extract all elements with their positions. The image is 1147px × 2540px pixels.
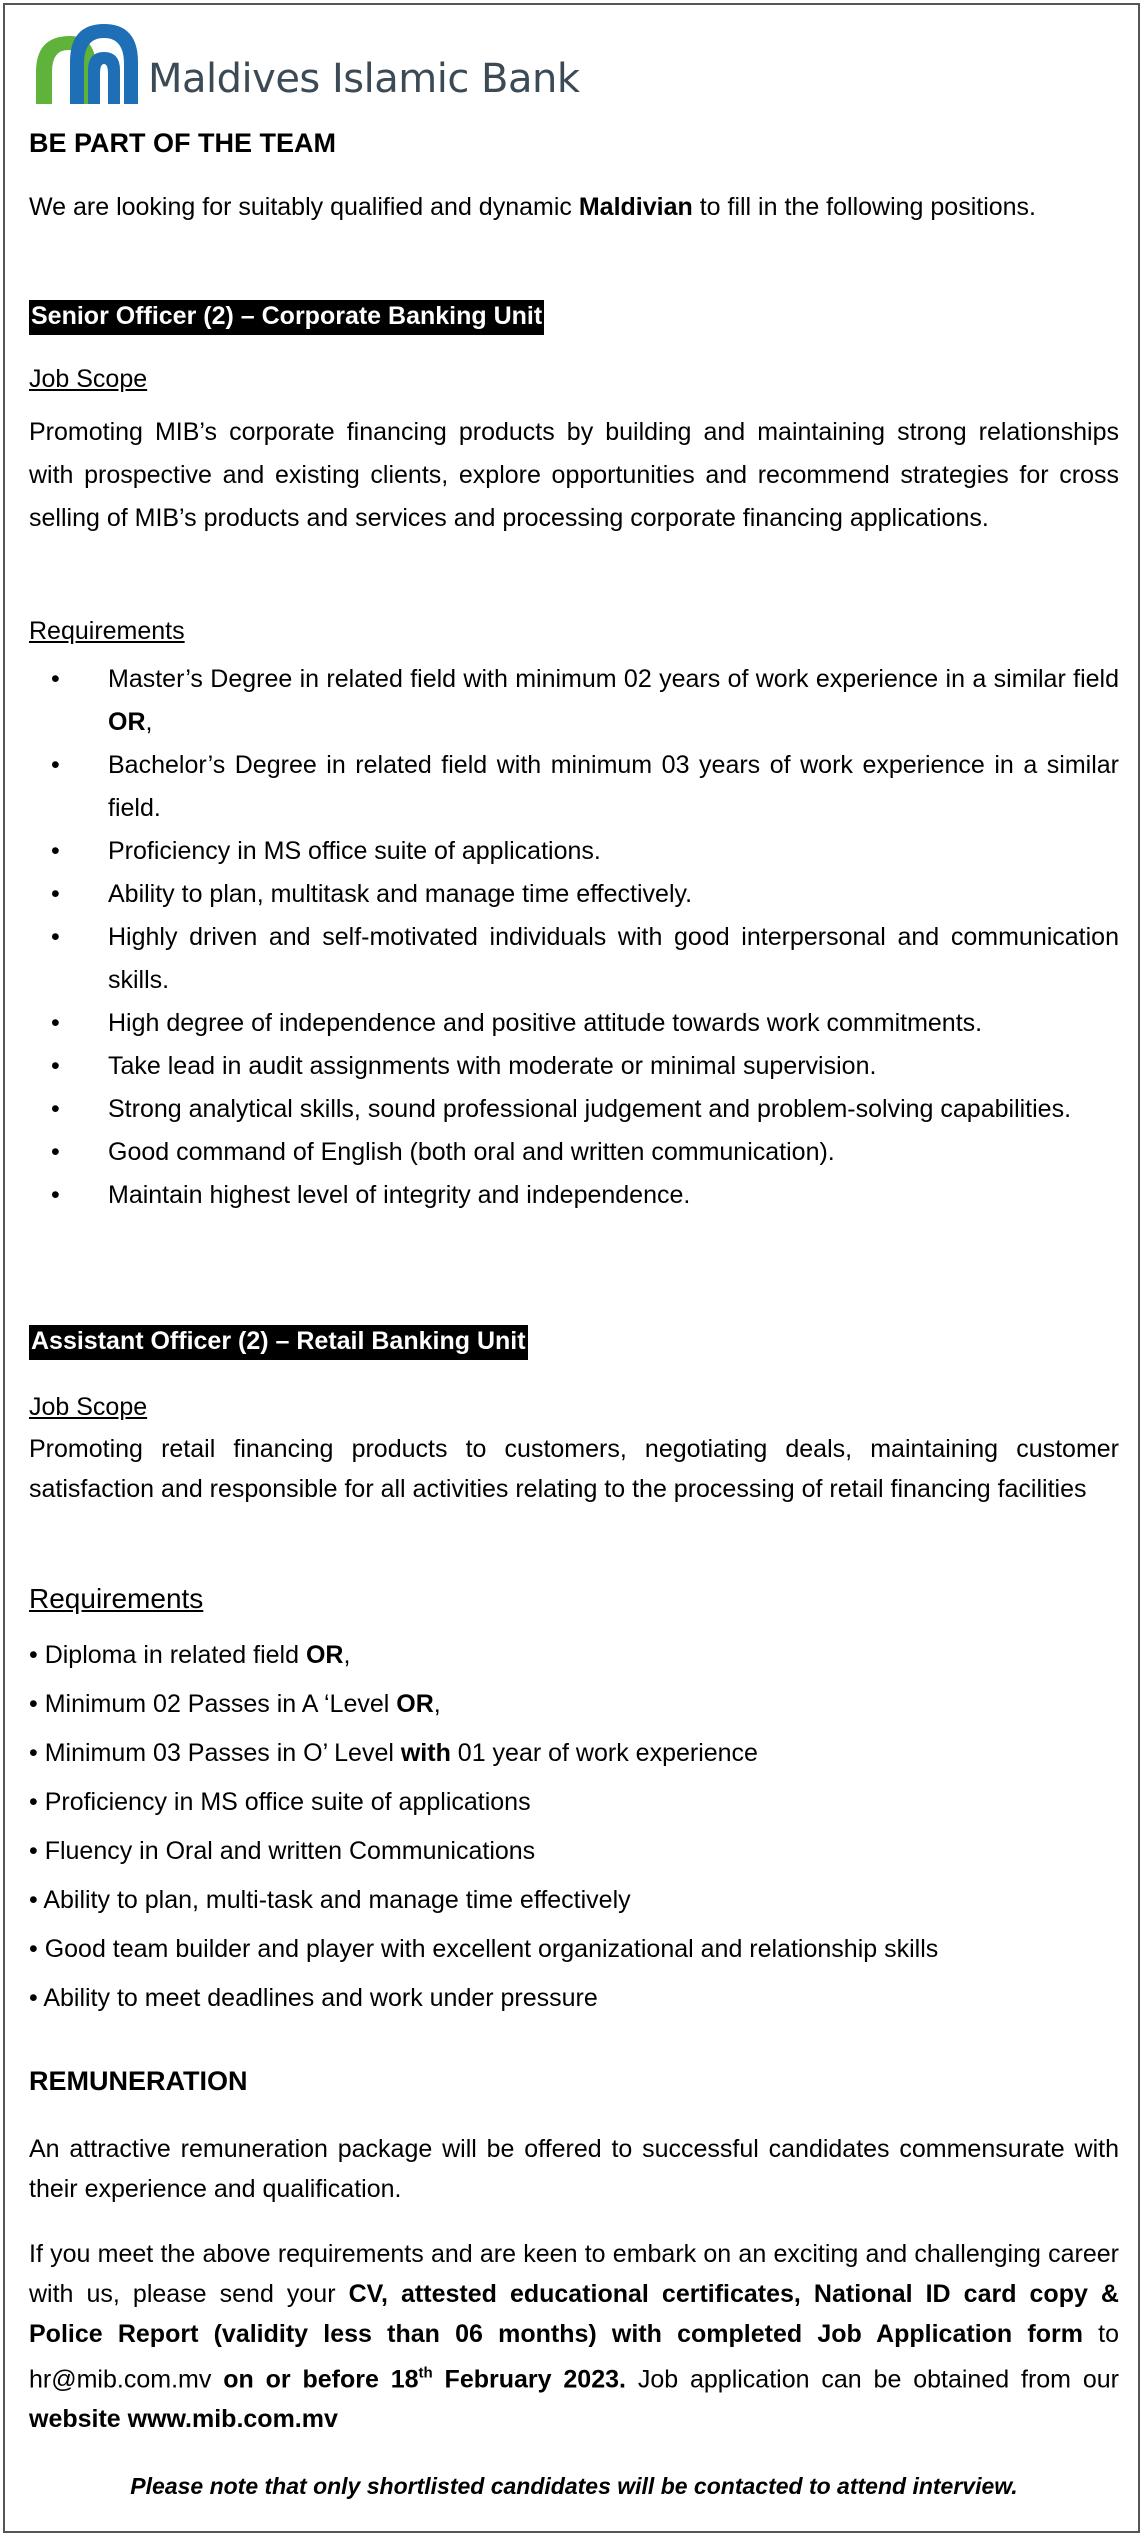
bullet-icon: •	[51, 880, 60, 908]
position2-title: Assistant Officer (2) – Retail Banking Unit	[29, 1325, 528, 1360]
list-item: • Good command of English (both oral and written communication).	[29, 1131, 1119, 1174]
list-item: • Good team builder and player with excellent organizational and relationship skills	[29, 1935, 939, 1963]
intro-bold: Maldivian	[578, 193, 693, 221]
list-item: • High degree of independence and positive attitude towards work commitments.	[29, 1002, 1119, 1045]
website-link: website www.mib.com.mv	[29, 2405, 338, 2434]
list-item: • Maintain highest level of integrity and independence.	[29, 1174, 1119, 1217]
intro-text: We are looking for suitably qualified and dynamic	[29, 193, 579, 221]
list-item: • Ability to plan, multi-task and manage time effectively	[29, 1886, 631, 1914]
bullet-icon: •	[51, 751, 60, 779]
bullet-icon: •	[51, 665, 60, 693]
position1-requirements-label: Requirements	[29, 617, 185, 645]
bullet-icon: •	[51, 1181, 60, 1209]
bullet-icon: •	[51, 1138, 60, 1166]
position1-scope-text: Promoting MIB’s corporate financing products by building and maintaining strong relationships with prospective and existing clients, explore opportunities and recommend strategies for cross selling of MIB’s products and services and processing corporate financing applications.	[29, 418, 1119, 532]
position1-requirements-list	[29, 658, 1119, 1217]
position2-scope-text: Promoting retail financing products to customers, negotiating deals, maintaining customer satisfaction and responsible for all activities relating to the processing of retail financing facilities	[29, 1435, 1119, 1503]
intro-text-end: to fill in the following positions.	[692, 193, 1037, 221]
page-headline: BE PART OF THE TEAM	[29, 128, 336, 158]
bullet-icon: •	[51, 837, 60, 865]
position1-title: Senior Officer (2) – Corporate Banking Unit	[29, 300, 544, 335]
application-instructions: If you meet the above requirements and are keen to embark on an exciting and challenging career with us, please send your CV, attested educational certificates, National ID card copy & Police Report (validity less than 06 months) with completed Job Application form to hr@mib.com.mv on or before 18th February 2023. Job application can be obtained from our website www.mib.com.mv	[29, 2240, 1119, 2434]
list-item: • Fluency in Oral and written Communications	[29, 1837, 536, 1865]
list-item: • Proficiency in MS office suite of applications	[29, 1788, 531, 1816]
list-item: • Proficiency in MS office suite of applications.	[29, 830, 1119, 873]
bullet-icon: •	[51, 923, 60, 951]
mib-arch-logo-icon	[32, 22, 144, 106]
bullet-icon: •	[51, 1095, 60, 1123]
list-item: • Highly driven and self-motivated individuals with good interpersonal and communication skills.	[29, 916, 1119, 1002]
bullet-icon: •	[51, 1009, 60, 1037]
list-item: • Ability to meet deadlines and work under pressure	[29, 1984, 598, 2012]
list-item: • Take lead in audit assignments with moderate or minimal supervision.	[29, 1045, 1119, 1088]
list-item: • Minimum 03 Passes in O’ Level with 01 year of work experience	[29, 1739, 758, 1767]
list-item: • Minimum 02 Passes in A ‘Level OR,	[29, 1690, 441, 1718]
position2-requirements-label: Requirements	[29, 1583, 204, 1614]
list-item: • Ability to plan, multitask and manage time effectively.	[29, 873, 1119, 916]
intro-paragraph	[29, 187, 1119, 227]
list-item: • Strong analytical skills, sound professional judgement and problem-solving capabilities.	[29, 1088, 1119, 1131]
position2-scope-label: Job Scope	[29, 1393, 148, 1421]
list-item: • Master’s Degree in related field with minimum 02 years of work experience in a similar field OR,	[29, 658, 1119, 744]
list-item: • Bachelor’s Degree in related field with minimum 03 years of work experience in a similar field.	[29, 744, 1119, 830]
bank-logo	[29, 20, 589, 110]
shortlist-note: Please note that only shortlisted candidates will be contacted to attend interview.	[130, 2473, 1018, 2499]
position2-requirements-list	[29, 1631, 1119, 2023]
remuneration-text: An attractive remuneration package will be offered to successful candidates commensurate with their experience and qualification.	[29, 2135, 1119, 2203]
bullet-icon: •	[51, 1052, 60, 1080]
position1-scope-label: Job Scope	[29, 365, 148, 393]
remuneration-heading: REMUNERATION	[29, 2066, 248, 2096]
list-item: • Diploma in related field OR,	[29, 1641, 351, 1669]
bank-name: Maldives Islamic Bank	[148, 56, 580, 102]
